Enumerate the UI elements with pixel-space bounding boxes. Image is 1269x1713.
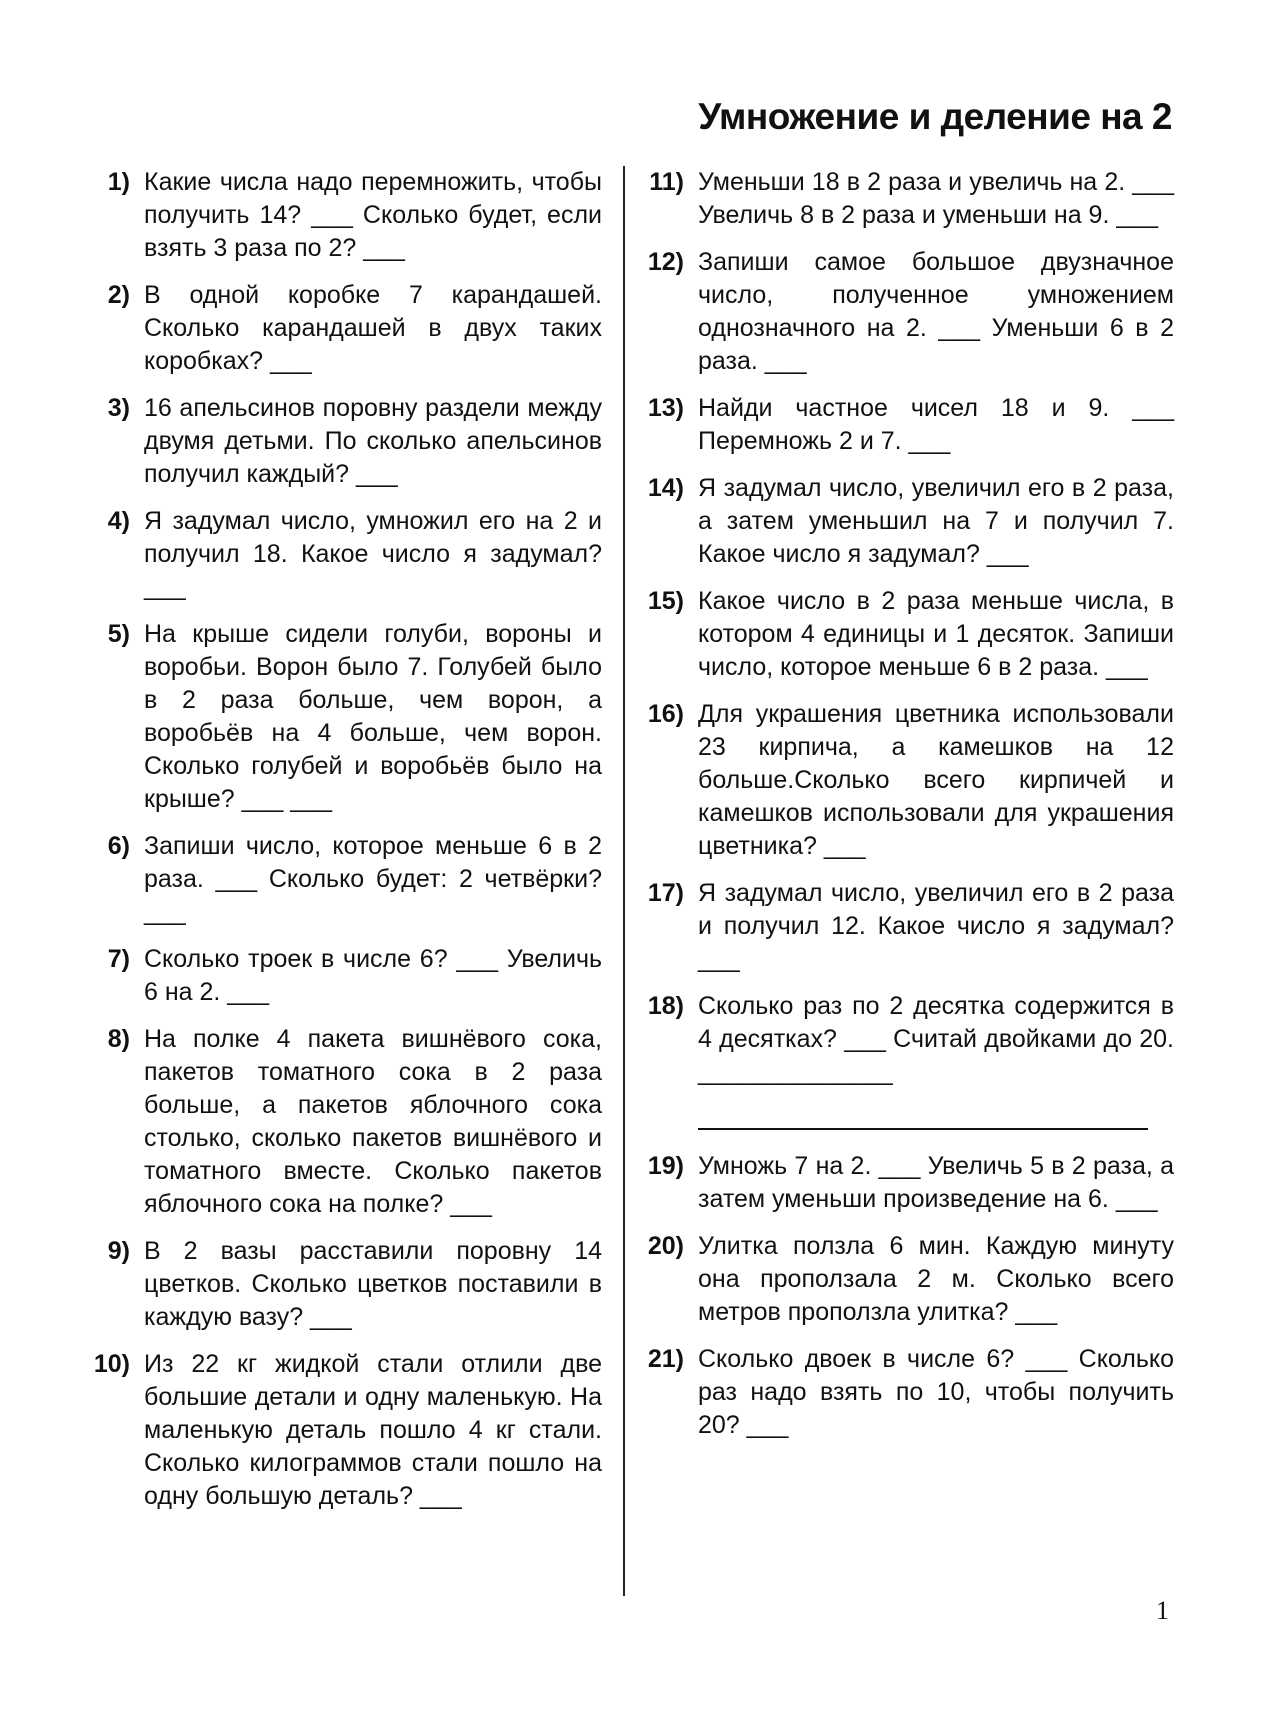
task-text: Найди частное чисел 18 и 9. ___ Перемножь 2 и 7. ___ (698, 394, 1174, 455)
task-8 (72, 1023, 602, 1221)
task-4 (72, 505, 602, 604)
page-number: 1 (1156, 1596, 1169, 1625)
task-text: Я задумал число, увеличил его в 2 раза и получил 12. Какое число я задумал? ___ (698, 879, 1174, 973)
answer-line (698, 1095, 1148, 1130)
task-1 (72, 166, 602, 265)
task-text: На полке 4 пакета вишнёвого сока, пакетов томатного сока в 2 раза больше, а пакетов яблочного сока столько, сколько пакетов вишнёвого и томатного вместе. Сколько пакетов яблочного сока на полке? ___ (144, 1025, 602, 1218)
task-text: Какие числа надо перемножить, чтобы получить 14? ___ Сколько будет, если взять 3 раза по 2? ___ (144, 168, 602, 262)
task-number: 20) (647, 1232, 684, 1260)
task-17 (626, 877, 1174, 976)
task-number: 5) (107, 620, 130, 648)
task-number: 17) (647, 879, 684, 907)
task-10 (72, 1348, 602, 1513)
task-20 (626, 1230, 1174, 1329)
task-number: 12) (647, 248, 684, 276)
task-number: 18) (647, 992, 684, 1020)
task-number: 11) (649, 168, 684, 196)
task-text: Для украшения цветника использовали 23 кирпича, а камешков на 12 больше.Сколько всего кирпичей и камешков использовали для украшения цветника? ___ (698, 700, 1174, 860)
column-divider (623, 166, 625, 1596)
task-number: 13) (647, 394, 684, 422)
task-text: Запиши число, которое меньше 6 в 2 раза. ___ Сколько будет: 2 четвёрки? ___ (144, 832, 602, 926)
task-number: 21) (647, 1345, 684, 1373)
task-number: 6) (107, 832, 130, 860)
task-13 (626, 392, 1174, 458)
task-number: 9) (107, 1237, 130, 1265)
task-6 (72, 830, 602, 929)
task-number: 7) (107, 945, 130, 973)
task-text: В 2 вазы расставили поровну 14 цветков. Сколько цветков поставили в каждую вазу? ___ (144, 1237, 602, 1331)
task-9 (72, 1235, 602, 1334)
task-number: 4) (107, 507, 130, 535)
task-number: 1) (107, 168, 130, 196)
task-number: 19) (647, 1152, 684, 1180)
task-18 (626, 990, 1174, 1136)
task-text: На крыше сидели голуби, вороны и воробьи. Ворон было 7. Голубей было в 2 раза больше, чем ворон, а воробьёв на 4 больше, чем ворон. Сколько голубей и воробьёв было на крыше? ___ ___ (144, 620, 602, 813)
task-number: 3) (107, 394, 130, 422)
task-number: 2) (107, 281, 130, 309)
task-number: 14) (647, 474, 684, 502)
task-text: Запиши самое большое двузначное число, полученное умножением однозначного на 2. ___ Уменьши 6 в 2 раза. ___ (698, 248, 1174, 375)
task-text-content: Сколько раз по 2 десятка содержится в 4 десятках? ___ Считай двойками до 20. ______________ (698, 992, 1174, 1086)
task-number: 10) (93, 1350, 130, 1378)
task-text: Умножь 7 на 2. ___ Увеличь 5 в 2 раза, а затем уменьши произведение на 6. ___ (698, 1152, 1174, 1213)
task-15 (626, 585, 1174, 684)
task-number: 16) (647, 700, 684, 728)
task-12 (626, 246, 1174, 378)
task-text: 16 апельсинов поровну раздели между двумя детьми. По сколько апельсинов получил каждый? ___ (144, 394, 602, 488)
task-number: 15) (647, 587, 684, 615)
task-number: 8) (107, 1025, 130, 1053)
page-title: Умножение и деление на 2 (698, 96, 1172, 137)
task-5 (72, 618, 602, 816)
task-text: Какое число в 2 раза меньше числа, в котором 4 единицы и 1 десяток. Запиши число, которое меньше 6 в 2 раза. ___ (698, 587, 1174, 681)
task-21 (626, 1343, 1174, 1442)
task-text (698, 990, 1174, 1136)
task-14 (626, 472, 1174, 571)
task-3 (72, 392, 602, 491)
task-text: Сколько двоек в числе 6? ___ Сколько раз надо взять по 10, чтобы получить 20? ___ (698, 1345, 1174, 1439)
task-text: Я задумал число, умножил его на 2 и получил 18. Какое число я задумал? ___ (144, 507, 602, 601)
task-16 (626, 698, 1174, 863)
task-7 (72, 943, 602, 1009)
task-text: Из 22 кг жидкой стали отлили две большие детали и одну маленькую. На маленькую деталь пошло 4 кг стали. Сколько килограммов стали пошло на одну большую деталь? ___ (144, 1350, 602, 1510)
right-column (626, 166, 1174, 1442)
left-column (72, 166, 602, 1513)
task-2 (72, 279, 602, 378)
task-text: Уменьши 18 в 2 раза и увеличь на 2. ___ Увеличь 8 в 2 раза и уменьши на 9. ___ (698, 168, 1174, 229)
task-text: Сколько троек в числе 6? ___ Увеличь 6 на 2. ___ (144, 945, 602, 1006)
task-19 (626, 1150, 1174, 1216)
task-text: Улитка ползла 6 мин. Каждую минуту она проползала 2 м. Сколько всего метров проползла улитка? ___ (698, 1232, 1174, 1326)
task-11 (626, 166, 1174, 232)
task-text: В одной коробке 7 карандашей. Сколько карандашей в двух таких коробках? ___ (144, 281, 602, 375)
task-text: Я задумал число, увеличил его в 2 раза, а затем уменьшил на 7 и получил 7. Какое число я задумал? ___ (698, 474, 1174, 568)
